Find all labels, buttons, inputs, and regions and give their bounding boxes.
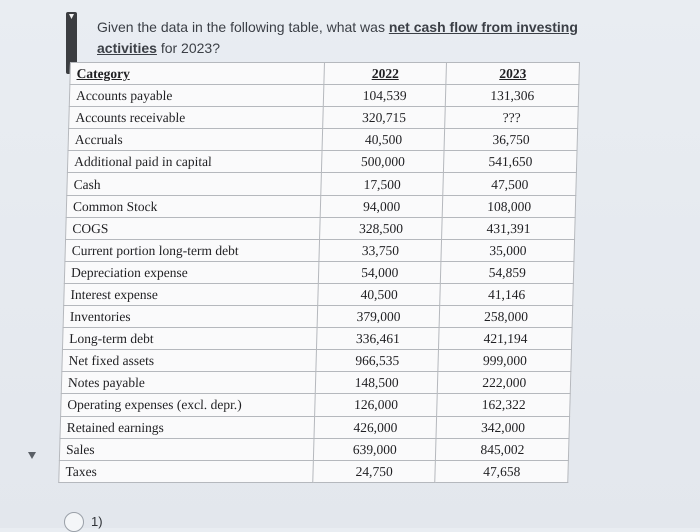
cell-category: Accounts payable <box>69 85 324 107</box>
cell-2022: 379,000 <box>317 306 440 328</box>
table-row <box>69 85 579 107</box>
cell-2023: 421,194 <box>439 328 572 350</box>
cell-2023: 258,000 <box>440 306 573 328</box>
cell-2022: 54,000 <box>318 261 441 283</box>
cell-2023: 35,000 <box>441 239 574 261</box>
answer-option-radio[interactable] <box>64 512 84 532</box>
cell-category: Additional paid in capital <box>67 151 322 173</box>
cell-2022: 966,535 <box>316 350 439 372</box>
chevron-down-icon[interactable] <box>28 452 36 459</box>
cell-2023: 54,859 <box>441 261 574 283</box>
cell-2022: 126,000 <box>315 394 438 416</box>
cell-category: Long-term debt <box>62 328 317 350</box>
table-header-row <box>70 63 580 85</box>
cell-2022: 328,500 <box>319 217 442 239</box>
cell-2022: 24,750 <box>313 460 436 482</box>
question-highlight: net cash flow from investing activities <box>97 19 578 56</box>
cell-2023: 47,658 <box>435 460 568 482</box>
cell-2022: 148,500 <box>315 372 438 394</box>
table-row <box>68 129 578 151</box>
answer-option-label: 1) <box>91 514 103 529</box>
table-row <box>59 438 569 460</box>
cell-2023: 47,500 <box>443 173 576 195</box>
cell-category: Interest expense <box>64 283 319 305</box>
cell-2022: 94,000 <box>320 195 443 217</box>
cell-2023: 431,391 <box>442 217 575 239</box>
table-row <box>59 460 569 482</box>
table-row <box>61 394 571 416</box>
cell-2023: 108,000 <box>443 195 576 217</box>
cell-2022: 500,000 <box>321 151 444 173</box>
table-row <box>61 372 571 394</box>
table-row <box>60 416 570 438</box>
data-table <box>58 62 580 483</box>
table-row <box>67 151 577 173</box>
cell-category: Retained earnings <box>60 416 315 438</box>
cell-2022: 336,461 <box>316 328 439 350</box>
header-2023: 2023 <box>446 63 579 85</box>
question-suffix: for 2023? <box>156 40 220 56</box>
question-prefix: Given the data in the following table, what was <box>97 19 389 35</box>
cell-2022: 320,715 <box>323 107 446 129</box>
cell-2023: 999,000 <box>438 350 571 372</box>
cell-category: Common Stock <box>66 195 321 217</box>
cell-2023: 342,000 <box>436 416 569 438</box>
table-row <box>63 306 573 328</box>
cell-2023: 162,322 <box>437 394 570 416</box>
table-row <box>62 350 572 372</box>
question-text <box>97 17 637 59</box>
cell-category: Notes payable <box>61 372 316 394</box>
cell-2023: 41,146 <box>440 283 573 305</box>
header-2022: 2022 <box>324 63 447 85</box>
cell-category: Sales <box>59 438 314 460</box>
cell-2022: 104,539 <box>323 85 446 107</box>
cell-2022: 17,500 <box>321 173 444 195</box>
table-row <box>67 173 577 195</box>
cell-category: Accounts receivable <box>69 107 324 129</box>
cell-2023: 36,750 <box>444 129 577 151</box>
cell-2023: 222,000 <box>438 372 571 394</box>
cell-2022: 639,000 <box>313 438 436 460</box>
cell-category: Net fixed assets <box>62 350 317 372</box>
cell-category: COGS <box>66 217 321 239</box>
cell-2023: 541,650 <box>444 151 577 173</box>
cell-2022: 40,500 <box>322 129 445 151</box>
cell-2023: ??? <box>445 107 578 129</box>
table-row <box>69 107 579 129</box>
cell-category: Taxes <box>59 460 314 482</box>
header-category: Category <box>70 63 325 85</box>
table-row <box>64 261 574 283</box>
data-table-container <box>58 62 580 483</box>
cell-2022: 33,750 <box>319 239 442 261</box>
table-row <box>66 217 576 239</box>
table-row <box>64 283 574 305</box>
cell-2023: 845,002 <box>436 438 569 460</box>
cell-category: Depreciation expense <box>64 261 319 283</box>
cell-2023: 131,306 <box>446 85 579 107</box>
cell-category: Current portion long-term debt <box>65 239 320 261</box>
cell-2022: 426,000 <box>314 416 437 438</box>
table-row <box>62 328 572 350</box>
table-row <box>65 239 575 261</box>
cell-category: Operating expenses (excl. depr.) <box>61 394 316 416</box>
cell-category: Inventories <box>63 306 318 328</box>
cell-category: Cash <box>67 173 322 195</box>
table-row <box>66 195 576 217</box>
cell-2022: 40,500 <box>318 283 441 305</box>
cell-category: Accruals <box>68 129 323 151</box>
